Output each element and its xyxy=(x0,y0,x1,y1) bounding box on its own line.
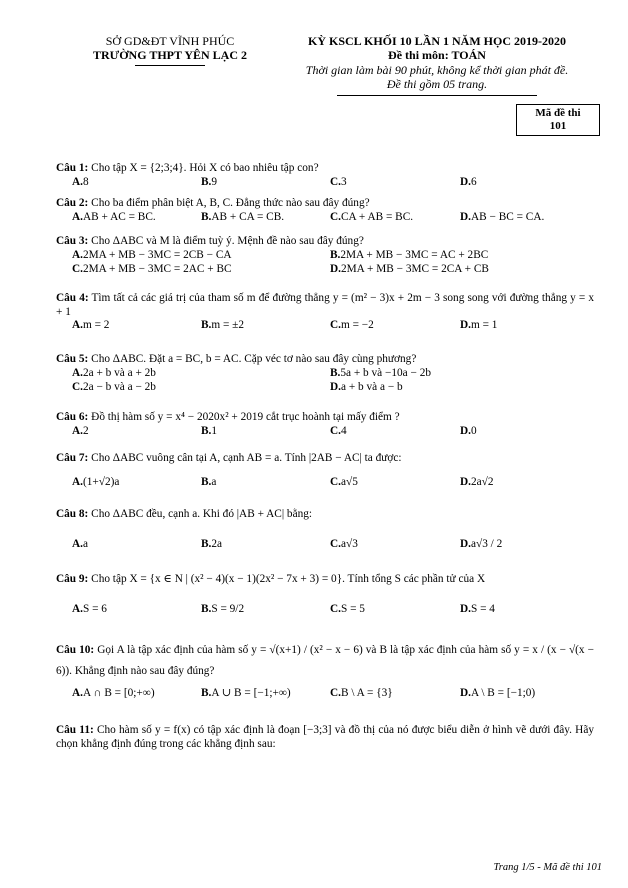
question-label: Câu 11: xyxy=(56,724,94,736)
question-label: Câu 3: xyxy=(56,235,89,247)
option-d[interactable]: D. a + b và a − b xyxy=(330,380,403,393)
question-label: Câu 4: xyxy=(56,292,89,304)
exam-code-box xyxy=(516,104,600,136)
question-text: Gọi A là tập xác định của hàm số y = √(x+1) / (x² − x − 6) và B là tập xác định của hàm số y = x / (x − √(x − 6)). Khẳng định nào sau đây đúng? xyxy=(56,644,594,678)
question-4 xyxy=(56,292,594,333)
option-d[interactable]: D. m = 1 xyxy=(460,319,498,332)
department-name: SỞ GD&ĐT VĨNH PHÚC xyxy=(105,34,235,48)
question-label: Câu 5: xyxy=(56,353,89,365)
option-c[interactable]: C. 2MA + MB − 3MC = 2AC + BC xyxy=(72,262,232,275)
option-c[interactable]: C. B \ A = {3} xyxy=(330,686,393,699)
option-c[interactable]: C. a√5 xyxy=(330,475,358,488)
option-d[interactable]: D. a√3 / 2 xyxy=(460,537,503,550)
question-label: Câu 8: xyxy=(56,508,89,520)
option-a[interactable]: A. 8 xyxy=(72,175,89,188)
question-text: Cho ΔABC. Đặt a = BC, b = AC. Cặp véc tơ nào sau đây cùng phương? xyxy=(91,353,417,365)
option-c[interactable]: C. S = 5 xyxy=(330,602,365,615)
option-b[interactable]: B. 2a xyxy=(201,537,223,550)
question-11 xyxy=(56,724,594,751)
pages-note: Đề thi gồm 05 trang. xyxy=(386,77,488,92)
option-b[interactable]: B. 9 xyxy=(201,175,218,188)
option-c[interactable]: C. a√3 xyxy=(330,537,358,550)
question-9 xyxy=(56,573,594,617)
exam-title: KỲ KSCL KHỐI 10 LẦN 1 NĂM HỌC 2019-2020 xyxy=(307,34,566,48)
question-10 xyxy=(56,640,594,701)
option-a[interactable]: A. (1+√2)a xyxy=(72,475,120,488)
header-left-rule xyxy=(135,65,205,66)
option-c[interactable]: C. 4 xyxy=(330,424,347,437)
school-name: TRƯỜNG THPT YÊN LẠC 2 xyxy=(92,48,248,63)
option-a[interactable]: A. S = 6 xyxy=(72,602,107,615)
question-3 xyxy=(56,235,594,277)
option-d[interactable]: D. A \ B = [−1;0) xyxy=(460,686,536,699)
option-d[interactable]: D. AB − BC = CA. xyxy=(460,210,545,223)
question-6 xyxy=(56,411,594,439)
question-text: Cho hàm số y = f(x) có tập xác định là đoạn [−3;3] và đồ thị của nó được biểu diễn ở hình vẽ dưới đây. Hãy chọn khẳng định đúng trong các khẳng định sau: xyxy=(56,724,594,750)
option-a[interactable]: A. a xyxy=(72,537,88,550)
question-text: Tìm tất cả các giá trị của tham số m để đường thẳng y = (m² − 3)x + 2m − 3 song song với đường thẳng y = x + 1 xyxy=(56,292,594,318)
page-footer: Trang 1/5 - Mã đề thi 101 xyxy=(493,862,602,873)
question-8 xyxy=(56,508,594,552)
option-b[interactable]: B. 5a + b và −10a − 2b xyxy=(330,366,431,379)
option-a[interactable]: A. 2 xyxy=(72,424,89,437)
option-c[interactable]: C. m = −2 xyxy=(330,319,374,332)
question-label: Câu 10: xyxy=(56,644,95,656)
option-d[interactable]: D. 2MA + MB − 3MC = 2CA + CB xyxy=(330,262,489,275)
option-c[interactable]: C. CA + AB = BC. xyxy=(330,210,414,223)
option-d[interactable]: D. 0 xyxy=(460,424,477,437)
option-c[interactable]: C. 3 xyxy=(330,175,347,188)
option-d[interactable]: D. 2a√2 xyxy=(460,475,494,488)
option-b[interactable]: B. 1 xyxy=(201,424,218,437)
option-a[interactable]: A. 2MA + MB − 3MC = 2CB − CA xyxy=(72,248,232,261)
option-b[interactable]: B. 2MA + MB − 3MC = AC + 2BC xyxy=(330,248,489,261)
exam-subject: Đề thi môn: TOÁN xyxy=(388,48,486,63)
question-text: Cho ΔABC vuông cân tại A, cạnh AB = a. Tính |2AB − AC| ta được: xyxy=(91,452,402,464)
option-b[interactable]: B. AB + CA = CB. xyxy=(201,210,285,223)
question-1 xyxy=(56,162,594,190)
option-b[interactable]: B. A ∪ B = [−1;+∞) xyxy=(201,686,291,699)
option-a[interactable]: A. A ∩ B = [0;+∞) xyxy=(72,686,155,699)
question-5 xyxy=(56,353,594,395)
option-d[interactable]: D. S = 4 xyxy=(460,602,495,615)
option-d[interactable]: D. 6 xyxy=(460,175,477,188)
header-right-rule xyxy=(337,95,537,96)
question-text: Đồ thị hàm số y = x⁴ − 2020x² + 2019 cắt trục hoành tại mấy điểm ? xyxy=(91,411,400,423)
question-text: Cho ΔABC và M là điểm tuỳ ý. Mệnh đề nào sau đây đúng? xyxy=(91,235,364,247)
question-7 xyxy=(56,452,594,490)
question-label: Câu 6: xyxy=(56,411,89,423)
exam-code-label: Mã đề thi xyxy=(535,107,581,119)
question-text: Cho tập X = {x ∈ N | (x² − 4)(x − 1)(2x² − 7x + 3) = 0}. Tính tổng S các phần tử của X xyxy=(91,573,486,585)
question-text: Cho tập X = {2;3;4}. Hỏi X có bao nhiêu tập con? xyxy=(91,162,319,174)
option-a[interactable]: A. AB + AC = BC. xyxy=(72,210,156,223)
question-label: Câu 1: xyxy=(56,162,89,174)
option-a[interactable]: A. m = 2 xyxy=(72,319,110,332)
option-b[interactable]: B. a xyxy=(201,475,217,488)
header-left xyxy=(60,34,280,66)
option-b[interactable]: B. m = ±2 xyxy=(201,319,245,332)
header-right xyxy=(272,34,602,96)
question-label: Câu 2: xyxy=(56,197,89,209)
question-label: Câu 7: xyxy=(56,452,89,464)
time-note: Thời gian làm bài 90 phút, không kể thời gian phát đề. xyxy=(305,62,569,77)
question-text: Cho ΔABC đều, cạnh a. Khi đó |AB + AC| bằng: xyxy=(91,508,313,520)
exam-code-value: 101 xyxy=(549,120,567,133)
question-2 xyxy=(56,197,594,225)
option-b[interactable]: B. S = 9/2 xyxy=(201,602,245,615)
question-text: Cho ba điểm phân biệt A, B, C. Đẳng thức nào sau đây đúng? xyxy=(91,197,370,209)
option-a[interactable]: A. 2a + b và a + 2b xyxy=(72,366,156,379)
question-label: Câu 9: xyxy=(56,573,89,585)
option-c[interactable]: C. 2a − b và a − 2b xyxy=(72,380,156,393)
